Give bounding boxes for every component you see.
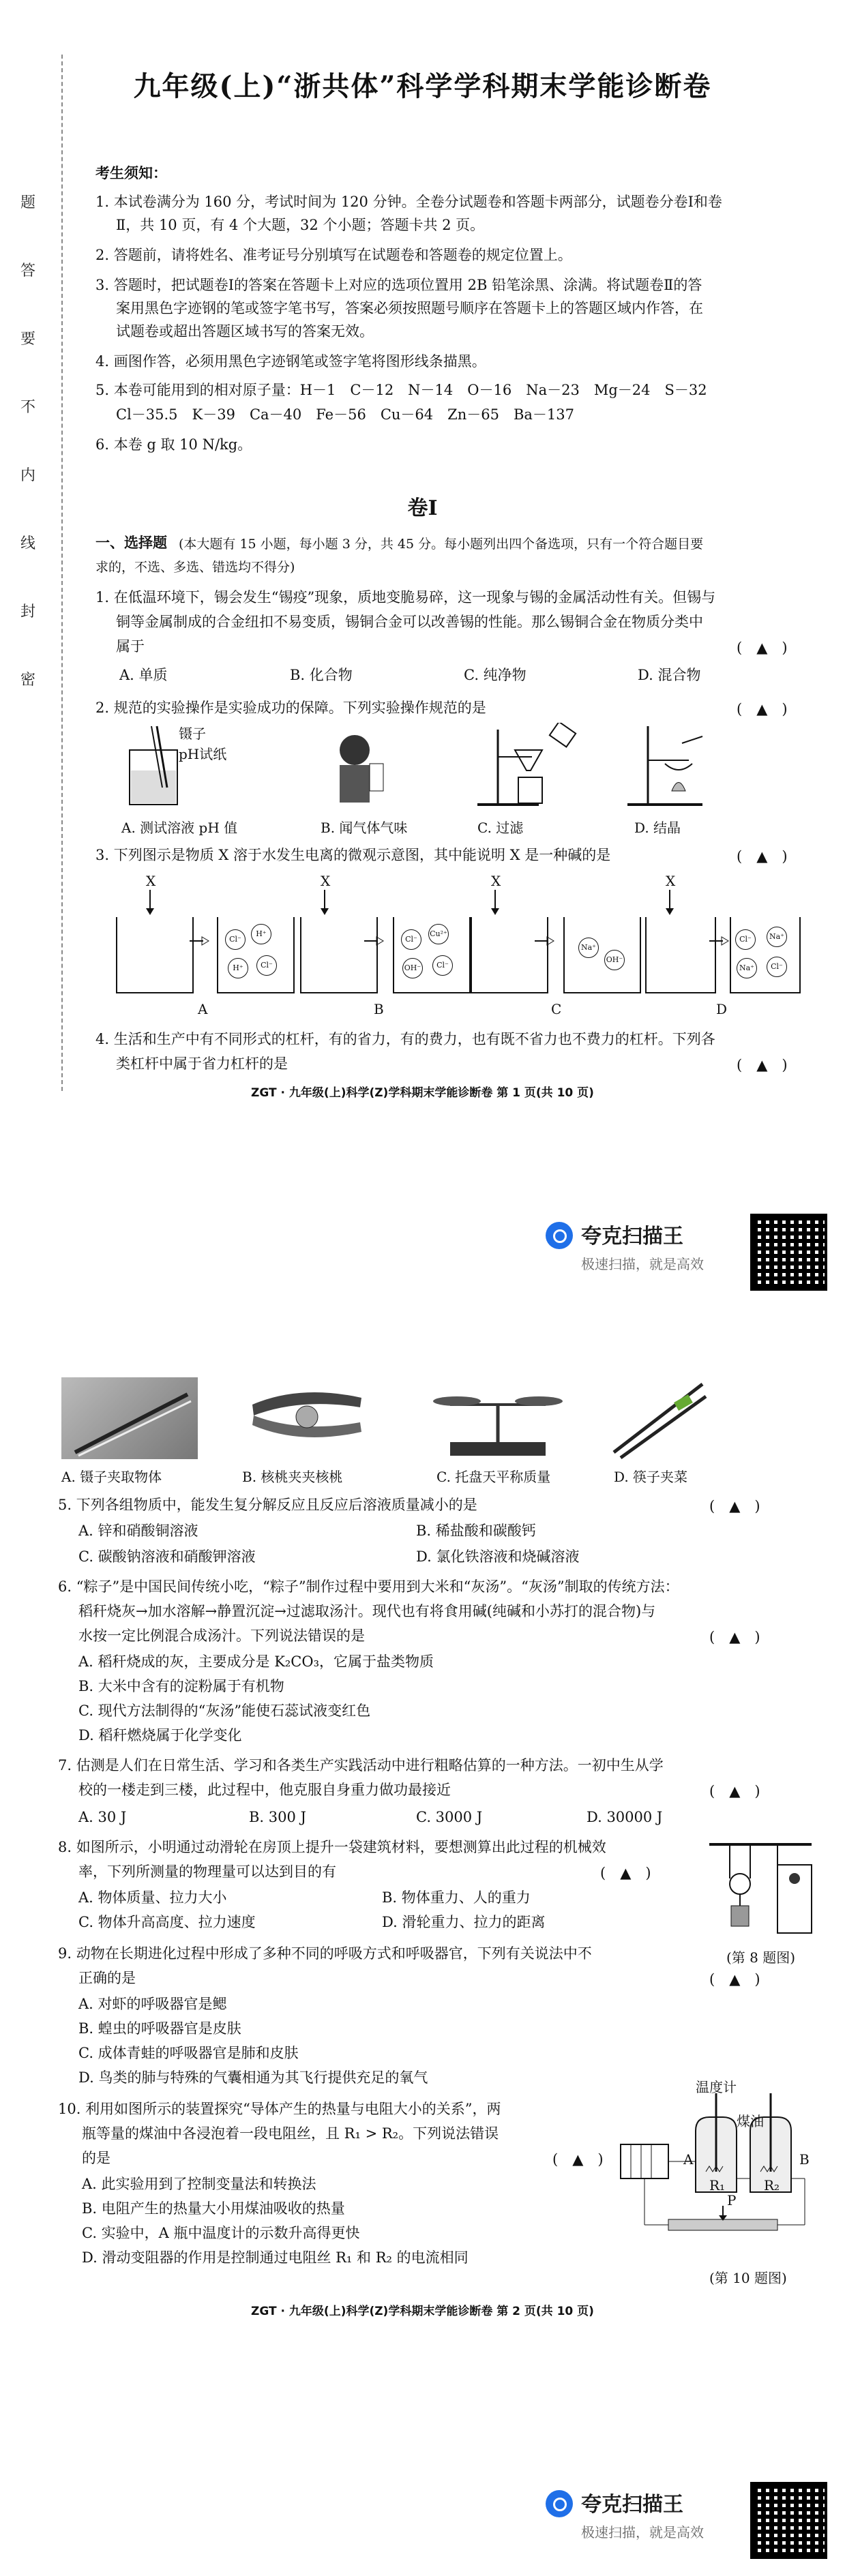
- q6-option: C. 现代方法制得的“灰汤”能使石蕊试液变红色: [78, 1703, 371, 1719]
- q10-answer-mark: ( ▲ ): [552, 2151, 604, 2168]
- page-footer: ZGT · 九年级(上)科学(Z)学科期末学能诊断卷 第 1 页(共 10 页): [251, 1086, 594, 1100]
- q6-option: A. 稻秆烧成的灰，主要成分是 K₂CO₃，它属于盐类物质: [78, 1653, 434, 1670]
- q10-figure-caption: (第 10 题图): [709, 2270, 787, 2286]
- q1-answer-mark: ( ▲ ): [737, 640, 788, 656]
- q3-beaker-d-before: [645, 917, 716, 993]
- notice-line: 3. 答题时，把试题卷Ⅰ的答案在答题卡上对应的选项位置用 2B 铅笔涂黑、涂满。将试题卷Ⅱ的答: [95, 277, 702, 293]
- scanner-logo-icon: [546, 1222, 573, 1249]
- q8-figure-caption: (第 8 题图): [726, 1949, 796, 1966]
- q10-label-b: B: [799, 2151, 810, 2168]
- ion: Cl⁻: [432, 955, 453, 976]
- section-desc: 求的，不选、多选、错选均不得分): [95, 560, 295, 575]
- notice-line: 6. 本卷 g 取 10 N/kg。: [95, 436, 252, 453]
- q1-stem: 属于: [116, 638, 145, 655]
- q9-option: A. 对虾的呼吸器官是鳃: [78, 1996, 227, 2012]
- q6-option: B. 大米中含有的淀粉属于有机物: [78, 1678, 284, 1694]
- q10-stem: 10. 利用如图所示的装置探究“导体产生的热量与电阻大小的关系”，两: [58, 2101, 501, 2117]
- notice-line: Cl－35.5 K－39 Ca－40 Fe－56 Cu－64 Zn－65 Ba－137: [116, 406, 575, 423]
- q5-option: A. 锌和硝酸铜溶液: [78, 1523, 198, 1539]
- q8-stem: 率，下列所测量的物理量可以达到目的有: [78, 1863, 336, 1880]
- ion: Cl⁻: [767, 957, 787, 977]
- q3-x-label: X: [146, 873, 156, 889]
- q4-option: A. 镊子夹取物体: [61, 1469, 162, 1485]
- ion: H⁺: [251, 924, 271, 944]
- q8-option: D. 滑轮重力、拉力的距离: [382, 1914, 546, 1930]
- q7-stem: 校的一楼走到三楼，此过程中，他克服自身重力做功最接近: [78, 1782, 451, 1798]
- q5-stem: 5. 下列各组物质中，能发生复分解反应且反应后溶液质量减小的是: [58, 1497, 477, 1513]
- q1-stem: 铜等金属制成的合金纽扣不易变质，锡铜合金可以改善锡的性能。那么锡铜合金在物质分类中: [116, 614, 703, 630]
- q4-tweezers-drawing: [61, 1377, 198, 1459]
- q7-option: A. 30 J: [78, 1809, 127, 1825]
- q6-answer-mark: ( ▲ ): [709, 1629, 760, 1645]
- ion: Na⁺: [767, 927, 787, 947]
- q1-option: D. 混合物: [638, 667, 701, 683]
- q5-option: C. 碳酸钠溶液和硝酸钾溶液: [78, 1548, 256, 1565]
- seal-char: 答: [20, 263, 36, 280]
- section-heading: 一、选择题: [95, 534, 167, 551]
- q4-stem: 类杠杆中属于省力杠杆的是: [116, 1055, 288, 1072]
- q8-pulley-figure: [702, 1838, 818, 1940]
- q8-option: A. 物体质量、拉力大小: [78, 1889, 227, 1906]
- q10-label-p: P: [727, 2192, 737, 2208]
- seal-char: 要: [20, 331, 36, 348]
- q7-stem: 7. 估测是人们在日常生活、学习和各类生产实践活动中进行粗略估算的一种方法。一初中生从学: [58, 1757, 664, 1773]
- q10-option: B. 电阻产生的热量大小用煤油吸收的热量: [82, 2200, 345, 2217]
- ion: Cl⁻: [735, 929, 756, 950]
- q3-answer-mark: ( ▲ ): [737, 848, 788, 865]
- seal-char: 题: [20, 194, 36, 211]
- ion: OH⁻: [402, 958, 423, 978]
- q3-beaker-c-before: [471, 917, 548, 993]
- q8-answer-mark: ( ▲ ): [600, 1865, 651, 1881]
- q10-stem: 瓶等量的煤油中各浸泡着一段电阻丝，且 R₁ > R₂。下列说法错误: [82, 2125, 499, 2142]
- notice-line: 2. 答题前，请将姓名、准考证号分别填写在试题卷和答题卷的规定位置上。: [95, 247, 572, 263]
- q2-label-tweezers: 镊子: [179, 725, 206, 742]
- q3-beaker-b-after: [393, 917, 471, 993]
- ion: Cl⁻: [401, 929, 421, 950]
- q10-label-a: A: [683, 2151, 694, 2168]
- exam-page-1: [0, 0, 845, 1098]
- ion: Na⁺: [737, 958, 757, 978]
- q9-option: C. 成体青蛙的呼吸器官是肺和皮肤: [78, 2045, 299, 2061]
- page-footer: ZGT · 九年级(上)科学(Z)学科期末学能诊断卷 第 2 页(共 10 页): [251, 2305, 594, 2318]
- q1-option: C. 纯净物: [464, 667, 527, 683]
- q5-option: B. 稀盐酸和碳酸钙: [416, 1523, 536, 1539]
- q6-option: D. 稻秆燃烧属于化学变化: [78, 1727, 242, 1743]
- scanner-subtitle: 极速扫描，就是高效: [581, 2524, 704, 2541]
- section-volume-1: 卷Ⅰ: [407, 496, 438, 520]
- qr-code-icon: [750, 1214, 827, 1291]
- q3-beaker-b-before2: [300, 917, 378, 993]
- q9-answer-mark: ( ▲ ): [709, 1971, 760, 1988]
- q10-label-r1: R₁: [709, 2177, 726, 2193]
- q9-option: B. 蝗虫的呼吸器官是皮肤: [78, 2020, 241, 2037]
- q10-label-oil: 煤油: [737, 2113, 764, 2129]
- notice-line: Ⅱ，共 10 页，有 4 个大题，32 个小题；答题卡共 2 页。: [116, 217, 485, 233]
- qr-code-icon: [750, 2482, 827, 2559]
- q2-option: C. 过滤: [477, 820, 524, 836]
- q10-option: A. 此实验用到了控制变量法和转换法: [82, 2176, 316, 2192]
- exam-title: 九年级(上)“浙共体”科学学科期末学能诊断卷: [133, 70, 712, 102]
- q3-beaker-a-after: [217, 917, 295, 993]
- q10-label-thermometer: 温度计: [696, 2079, 737, 2095]
- q6-stem: 水按一定比例混合成汤汁。下列说法错误的是: [78, 1628, 365, 1644]
- ion: OH⁻: [604, 950, 625, 970]
- q6-stem: 6. “粽子”是中国民间传统小吃，“粽子”制作过程中要用到大米和“灰汤”。“灰汤”制取的传统方法：: [58, 1578, 679, 1595]
- seal-column: [15, 194, 42, 1050]
- q4-answer-mark: ( ▲ ): [737, 1057, 788, 1073]
- seal-char: 内: [20, 467, 36, 484]
- notice-heading: 考生须知：: [95, 164, 167, 181]
- q6-stem: 稻秆烧灰→加水溶解→静置沉淀→过滤取汤汁。现代也有将食用碱(纯碱和小苏打的混合物)与: [78, 1603, 656, 1619]
- section-desc: (本大题有 15 小题，每小题 3 分，共 45 分。每小题列出四个备选项，只有一个符合题目要: [179, 537, 704, 552]
- scanner-title: 夸克扫描王: [581, 2493, 683, 2517]
- q3-x-label: X: [321, 873, 331, 889]
- ion: H⁺: [228, 958, 248, 978]
- seal-char: 不: [20, 399, 36, 416]
- q3-option: C: [551, 1001, 562, 1017]
- scanner-watermark: [546, 2482, 839, 2557]
- q9-option: D. 鸟类的肺与特殊的气囊相通为其飞行提供充足的氧气: [78, 2069, 428, 2086]
- q4-option: D. 筷子夹菜: [614, 1469, 688, 1485]
- q3-option: A: [198, 1001, 208, 1017]
- q4-stem: 4. 生活和生产中有不同形式的杠杆，有的省力，有的费力，也有既不省力也不费力的杠杆。下列各: [95, 1031, 715, 1047]
- q3-beaker-c-after: [563, 917, 641, 993]
- q7-option: B. 300 J: [249, 1809, 306, 1825]
- notice-line: 5. 本卷可能用到的相对原子量：H－1 C－12 N－14 O－16 Na－23 Mg－24 S－32: [95, 382, 707, 398]
- q1-option: B. 化合物: [290, 667, 353, 683]
- q9-stem: 正确的是: [78, 1970, 136, 1986]
- q10-stem: 的是: [82, 2150, 110, 2166]
- q4-chopsticks-drawing: [600, 1377, 709, 1459]
- q2-stem: 2. 规范的实验操作是实验成功的保障。下列实验操作规范的是: [95, 700, 486, 716]
- q4-option: B. 核桃夹夹核桃: [242, 1469, 343, 1485]
- q2-option: D. 结晶: [634, 820, 681, 836]
- ion: Na⁺: [578, 938, 599, 958]
- q4-option: C. 托盘天平称质量: [436, 1469, 551, 1485]
- q5-option: D. 氯化铁溶液和烧碱溶液: [416, 1548, 580, 1565]
- q7-option: C. 3000 J: [416, 1809, 483, 1825]
- q5-answer-mark: ( ▲ ): [709, 1498, 760, 1514]
- q3-option: D: [716, 1001, 728, 1017]
- q7-answer-mark: ( ▲ ): [709, 1783, 760, 1799]
- notice-line: 1. 本试卷满分为 160 分，考试时间为 120 分钟。全卷分试题卷和答题卡两部分，试题卷分卷Ⅰ和卷: [95, 194, 722, 210]
- notice-line: 试题卷或超出答题区域书写的答案无效。: [116, 323, 374, 340]
- q2-option: A. 测试溶液 pH 值: [121, 820, 238, 836]
- notice-line: 案用黑色字迹钢的笔或签字笔书写，答案必须按照题号顺序在答题卡上的答题区域内作答，在: [116, 300, 703, 316]
- seal-char: 线: [20, 535, 36, 552]
- q10-option: C. 实验中，A 瓶中温度计的示数升高得更快: [82, 2225, 360, 2241]
- q10-option: D. 滑动变阻器的作用是控制通过电阻丝 R₁ 和 R₂ 的电流相同: [82, 2249, 469, 2266]
- seal-dash-line: [61, 55, 63, 1091]
- q10-label-r2: R₂: [764, 2177, 780, 2193]
- exam-page-2: [0, 1326, 845, 2444]
- q2-option: B. 闻气体气味: [321, 820, 408, 836]
- notice-line: 4. 画图作答，必须用黑色字迹钢笔或签字笔将图形线条描黑。: [95, 353, 486, 370]
- q3-beaker-a-before: [116, 917, 194, 993]
- q4-balance-drawing: [423, 1377, 573, 1459]
- q3-x-label: X: [666, 873, 676, 889]
- ion: Cl⁻: [256, 955, 277, 976]
- q2-figures: [116, 723, 730, 811]
- q1-stem: 1. 在低温环境下，锡会发生“锡疫”现象，质地变脆易碎，这一现象与锡的金属活动性有关。但锡与: [95, 589, 716, 605]
- q2-answer-mark: ( ▲ ): [737, 701, 788, 717]
- scanner-subtitle: 极速扫描，就是高效: [581, 1256, 704, 1272]
- q9-stem: 9. 动物在长期进化过程中形成了多种不同的呼吸方式和呼吸器官，下列有关说法中不: [58, 1945, 592, 1962]
- ion: Cu²⁺: [428, 924, 449, 944]
- q3-beaker-d-after: [730, 917, 801, 993]
- q10-circuit-figure: [614, 2090, 818, 2260]
- q1-option: A. 单质: [119, 667, 168, 683]
- q3-stem: 3. 下列图示是物质 X 溶于水发生电离的微观示意图，其中能说明 X 是一种碱的是: [95, 847, 611, 863]
- seal-char: 封: [20, 603, 36, 620]
- seal-char: 密: [20, 672, 36, 689]
- q4-nutcracker-drawing: [239, 1377, 375, 1459]
- scanner-title: 夸克扫描王: [581, 1225, 683, 1248]
- q7-option: D. 30000 J: [587, 1809, 663, 1825]
- scanner-watermark: [546, 1214, 839, 1289]
- q8-option: C. 物体升高高度、拉力速度: [78, 1914, 256, 1930]
- q2-label-paper: pH试纸: [179, 746, 227, 762]
- ion: Cl⁻: [225, 929, 246, 950]
- q3-option: B: [374, 1001, 384, 1017]
- q3-x-label: X: [491, 873, 501, 889]
- scanner-logo-icon: [546, 2490, 573, 2517]
- q8-stem: 8. 如图所示，小明通过动滑轮在房顶上提升一袋建筑材料，要想测算出此过程的机械效: [58, 1839, 606, 1855]
- q8-option: B. 物体重力、人的重力: [382, 1889, 531, 1906]
